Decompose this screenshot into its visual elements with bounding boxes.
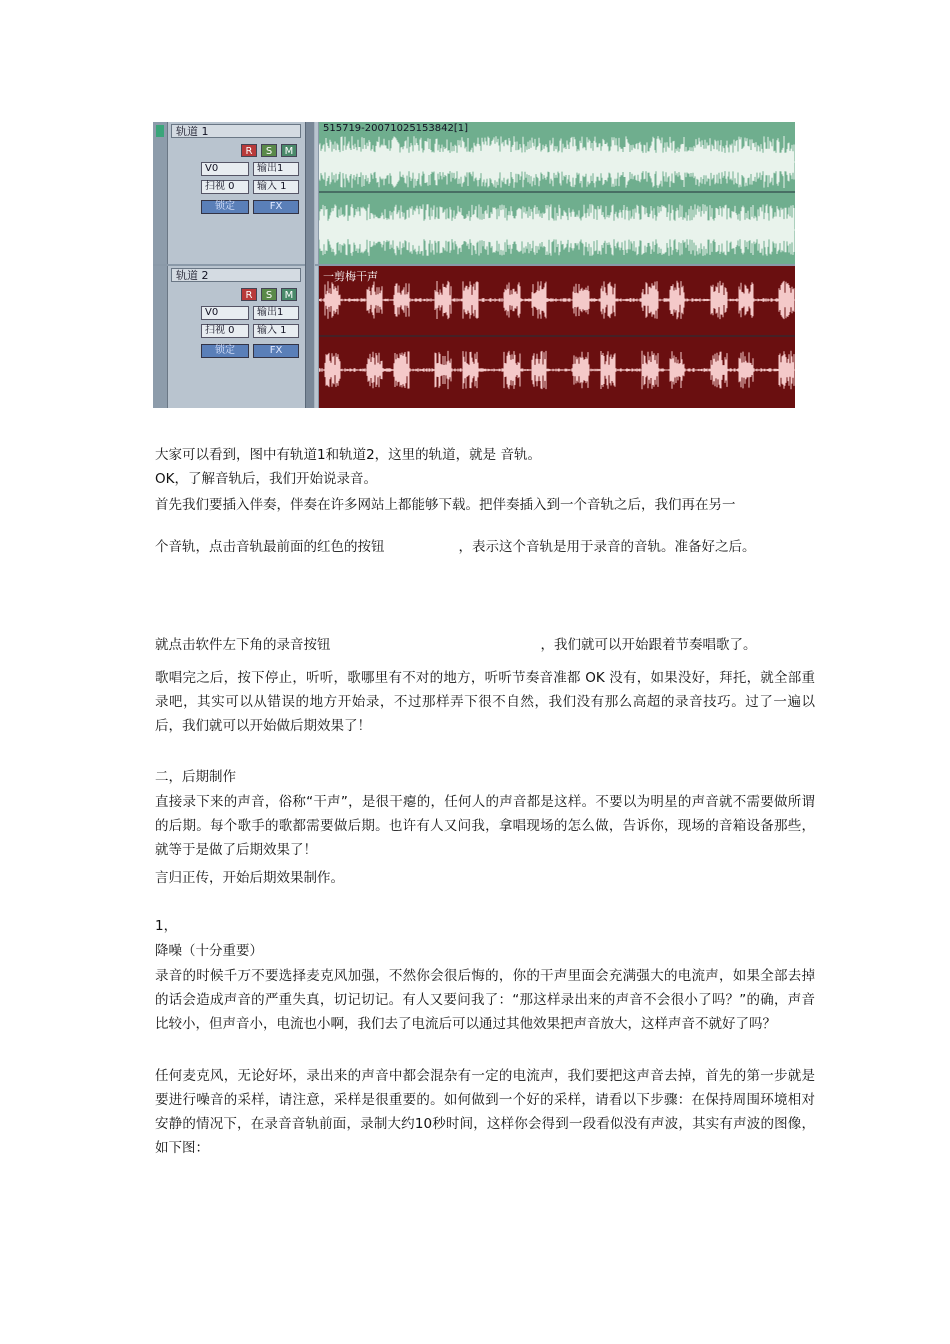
track-1-pan-field[interactable]: 扫视 0 [201,180,249,194]
track-1-name[interactable]: 轨道 1 [171,124,301,138]
track-2-fx-button[interactable]: FX [253,344,299,358]
track-flag-icon [156,125,164,137]
track-2-panel [153,266,318,408]
track-1-output-field[interactable]: 输出1 [253,162,299,176]
audio-editor-screenshot [153,122,795,408]
track-2-stripe [153,266,168,408]
track-1-waveform-graphic [319,122,795,264]
paragraph-after-singing: 歌唱完之后，按下停止，听听，歌哪里有不对的地方，听听节奏音准都 OK 没有，如果没好，拜托，就全部重录吧，其实可以从错误的地方开始录，不过那样弄下很不自然，我们没有那么高超的录音技巧。过了一遍以后，我们就可以开始做后期效果了！ [155,670,815,734]
track-1-lock-button[interactable]: 锁定 [201,200,249,214]
paragraph-tracks-intro: 大家可以看到，图中有轨道1和轨道2，这里的轨道，就是 音轨。 [155,447,541,463]
track-1-volume-field[interactable]: V0 [201,162,249,176]
track-1-clip-name: 515719-20071025153842[1] [323,123,469,134]
track-2-name[interactable]: 轨道 2 [171,268,301,282]
paragraph-red-button-part2: ，表示这个音轨是用于录音的音轨。准备好之后。 [458,539,756,555]
track-2-mute-button[interactable]: M [281,288,297,301]
track-1-mute-button[interactable]: M [281,144,297,157]
paragraph-noise-sampling: 任何麦克风，无论好坏，录出来的声音中都会混杂有一定的电流声，我们要把这声音去掉，首先的第一步就是要进行噪音的采样，请注意，采样是很重要的。如何做到一个好的采样，请看以下步骤：在保持周围环境相对安静的情况下，在录音音轨前面，录制大约10秒时间，这样你会得到一段看似没有声波，其实有声波的图像，如下图： [155,1068,815,1156]
track-1-panel [153,122,318,264]
track-2-waveform-graphic [319,266,795,408]
paragraph-red-button-part1: 个音轨，点击音轨最前面的红色的按钮 [155,539,385,555]
track-2-input-field[interactable]: 输入 1 [253,324,299,338]
track-1-record-button[interactable]: R [241,144,257,157]
track-1-solo-button[interactable]: S [261,144,277,157]
track-2-pan-field[interactable]: 扫视 0 [201,324,249,338]
panel-splitter[interactable] [305,122,315,408]
paragraph-record-button-part1: 就点击软件左下角的录音按钮 [155,637,331,653]
track-2-volume-field[interactable]: V0 [201,306,249,320]
track-2-record-button[interactable]: R [241,288,257,301]
track-1-waveform[interactable] [319,122,795,264]
paragraph-record-button [155,633,815,657]
track-2-lock-button[interactable]: 锁定 [201,344,249,358]
track-1-input-field[interactable]: 输入 1 [253,180,299,194]
paragraph-ok: OK，了解音轨后，我们开始说录音。 [155,471,377,487]
paragraph-red-button [155,535,815,559]
paragraph-record-button-part2: ，我们就可以开始跟着节奏唱歌了。 [540,637,757,653]
section-number-1: 1， [155,918,178,934]
paragraph-dry-voice: 直接录下来的声音，俗称“干声”，是很干瘪的，任何人的声音都是这样。不要以为明星的声音就不需要做所谓的后期。每个歌手的歌都需要做后期。也许有人又问我，拿唱现场的怎么做，告诉你，现场的音箱设备那些，就等于是做了后期效果了！ [155,794,815,858]
paragraph-back-to-topic: 言归正传，开始后期效果制作。 [155,870,344,886]
paragraph-insert-accompaniment: 首先我们要插入伴奏，伴奏在许多网站上都能够下载。把伴奏插入到一个音轨之后，我们再在另一 [155,497,736,513]
paragraph-mic-boost: 录音的时候千万不要选择麦克风加强，不然你会很后悔的，你的干声里面会充满强大的电流声，如果全部去掉的话会造成声音的严重失真，切记切记。有人又要问我了：“那这样录出来的声音不会很小了吗？”的确，声音比较小，但声音小，电流也小啊，我们去了电流后可以通过其他效果把声音放大，这样声音不就好了吗？ [155,968,815,1032]
track-2-waveform[interactable] [319,266,795,408]
track-2-solo-button[interactable]: S [261,288,277,301]
track-2-clip-name: 一剪梅干声 [323,270,378,283]
heading-post-production: 二，后期制作 [155,769,236,785]
heading-noise-reduction: 降噪（十分重要） [155,943,263,959]
track-1-fx-button[interactable]: FX [253,200,299,214]
track-2-output-field[interactable]: 输出1 [253,306,299,320]
track-1-stripe [153,122,168,264]
